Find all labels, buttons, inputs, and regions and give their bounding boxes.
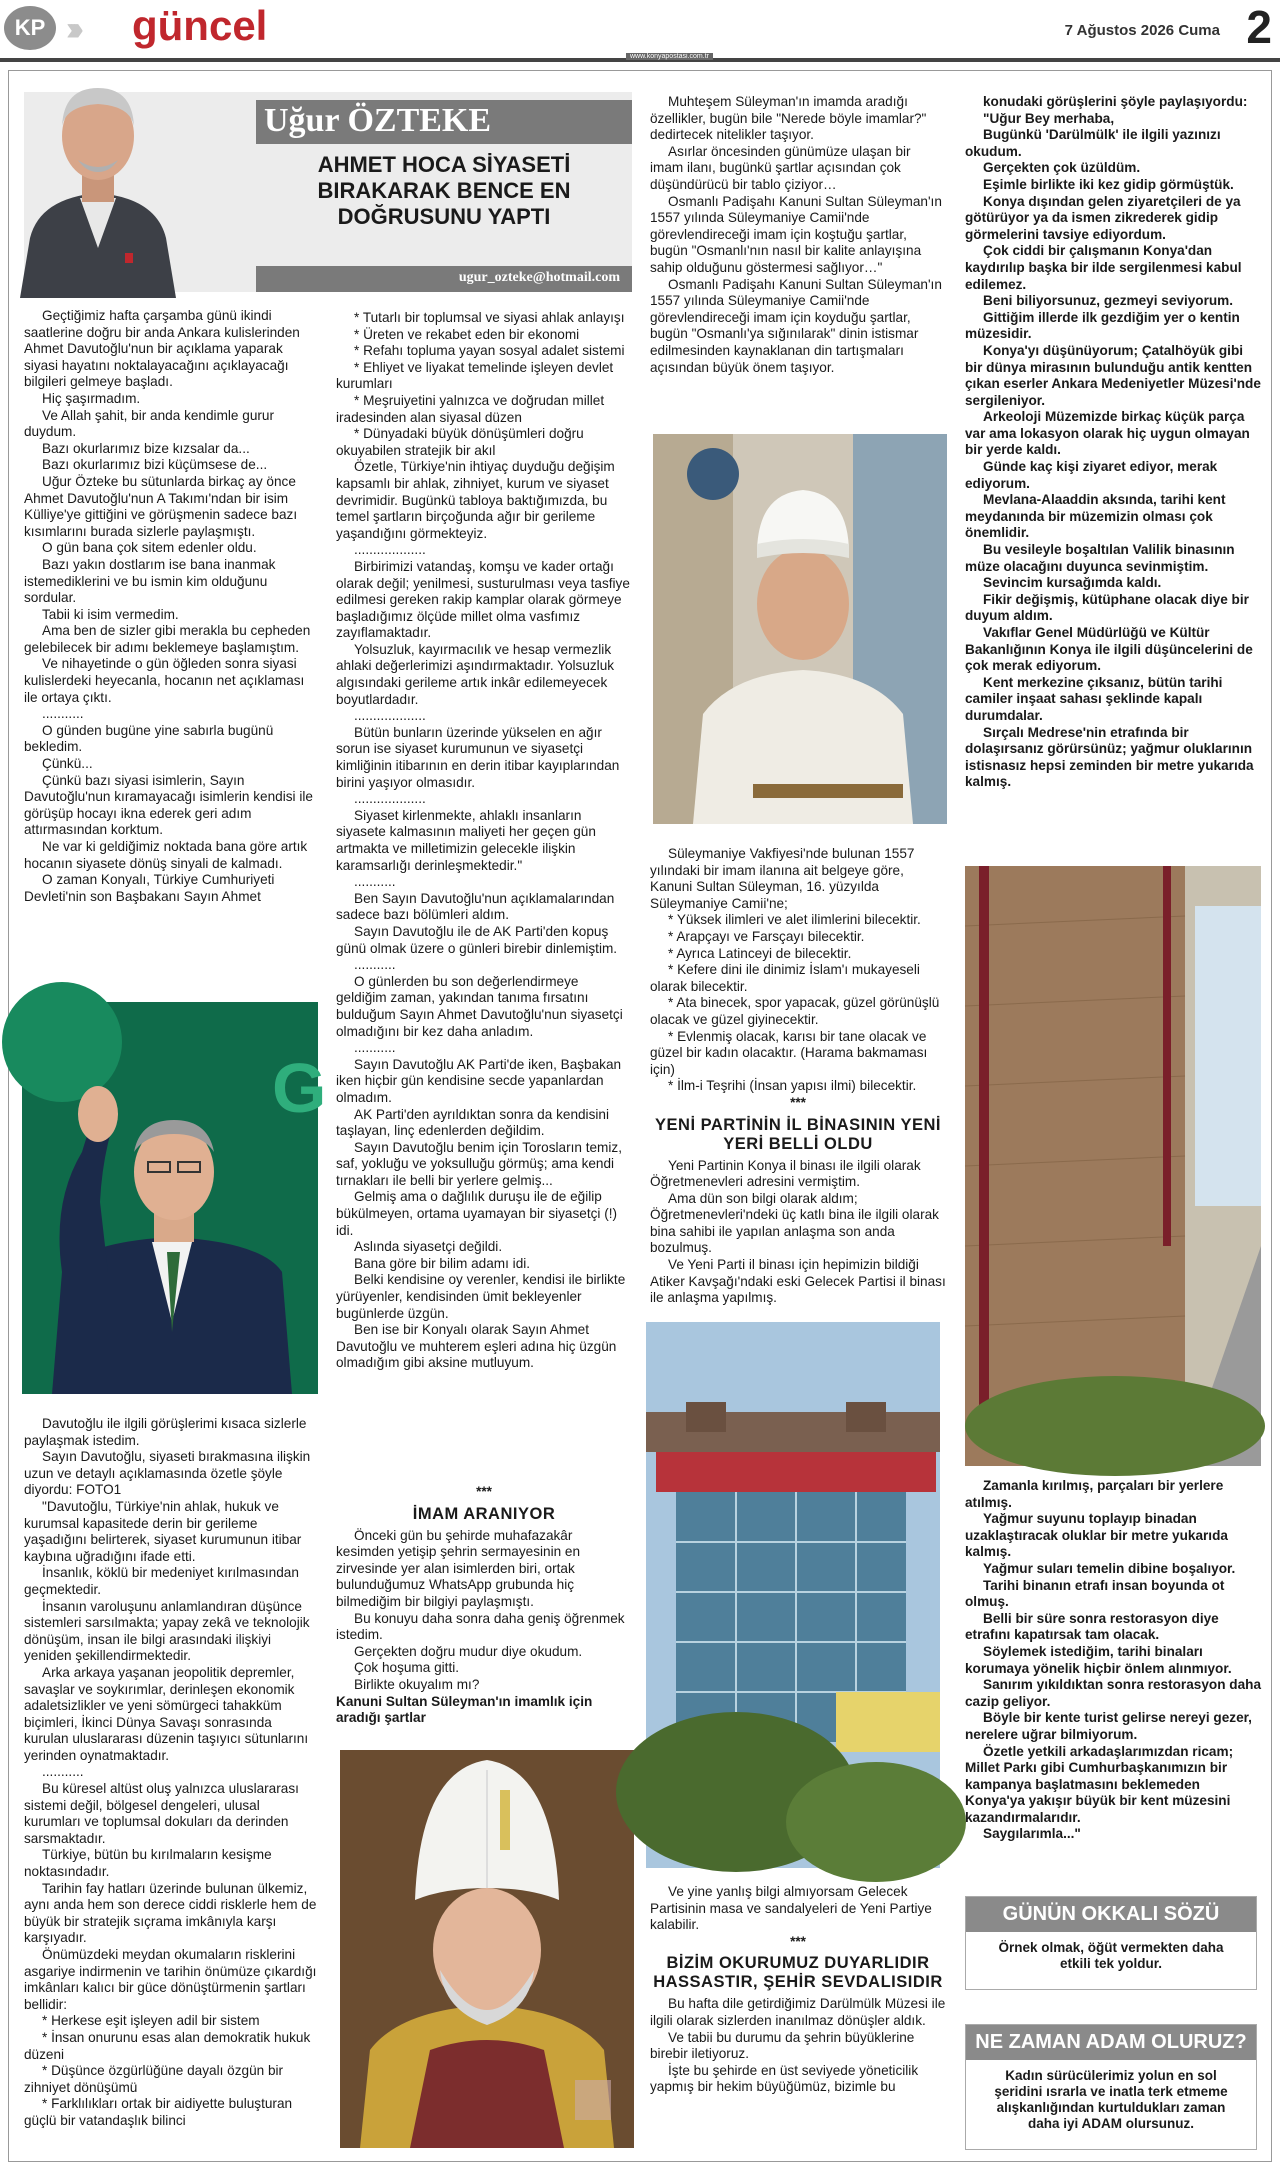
madrasa-wall-photo xyxy=(965,866,1261,1466)
paragraph: Belli bir süre sonra restorasyon diye etrafını kapatırsak tam olacak. xyxy=(965,1610,1219,1643)
author-email: ugur_ozteke@hotmail.com xyxy=(256,266,632,292)
paragraph: Yağmur suyunu toplayıp binadan uzaklaştıracak oluklar bir metre yukarıda kalmış. xyxy=(965,1511,1228,1560)
paragraph: ........... xyxy=(354,874,396,890)
paragraph: Önümüzdeki meydan okumaların risklerini asgariye indirmenin ve tarihin önümüze çıkardığı imkânları kalıcı bir güce dönüştürmenin şartları bellidir: xyxy=(24,1947,317,2012)
bold-lead: Kanuni Sultan Süleyman'ın imamlık için aradığı şartlar xyxy=(336,1693,593,1726)
paragraph: Bugünkü 'Darülmülk' ile ilgili yazınızı okudum. xyxy=(965,127,1221,159)
paragraph: Sayın Davutoğlu AK Parti'de iken, Başbakan iken hiçbir gün kendisine secde yapanlardan olmadım. xyxy=(336,1056,622,1105)
paragraph: "Davutoğlu, Türkiye'nin ahlak, hukuk ve kurumsal kapasitede derin bir gerileme yaşadığını belirterek, siyaset kurumunun itibar kaybına uğradığını ifade etti. xyxy=(24,1498,302,1564)
paragraph: Aslında siyasetçi değildi. xyxy=(354,1239,503,1255)
section-heading-readers: BİZİM OKURUMUZ DUYARLIDIR HASSASTIR, ŞEHİR SEVDALISIDIR xyxy=(653,1954,943,1992)
column-4-bottom xyxy=(965,1478,1263,1873)
paragraph: Bu konuyu daha sonra daha geniş öğrenmek istedim. xyxy=(336,1610,625,1643)
paragraph: O günlerden bu son değerlendirmeye geldiğim zaman, yakından tanıma fırsatını bulduğum Sayın Ahmet Davutoğlu'nun siyasetçi olmadığını bir kez daha anladım. xyxy=(336,973,623,1039)
paragraph: Özetle yetkili arkadaşlarımızdan ricam; Millet Parkı gibi Cumhurbaşkanımızın bir kampanya başlatmasını beklemeden Konya'ya yakışır büyük bir kent müzesini kazandırmalarıdır. xyxy=(965,1743,1234,1825)
paragraph: * Kefere dini ile dinimiz İslam'ı mukayeseli olarak bilecektir. xyxy=(650,962,920,994)
paragraph: Türkiye, bütün bu kırılmaların kesişme noktasındadır. xyxy=(24,1847,272,1880)
paragraph: Tabii ki isim vermedim. xyxy=(42,606,179,622)
paragraph: Uğur Özteke bu sütunlarda birkaç ay önce Ahmet Davutoğlu'nun A Takımı'ndan bir isim Külliye'ye gittiğini ve görüşmenin sadece bazı kısımlarını burada sizlerle paylaşmıştı. xyxy=(24,473,298,539)
paragraph: Sevincim kursağımda kaldı. xyxy=(983,575,1162,591)
paragraph: Ama dün son bilgi olarak aldım; Öğretmenevleri'ndeki üç katlı bina ile ilgili olarak bina sahibi ile yapılan anlaşma son anda bozulmuş. xyxy=(650,1190,939,1256)
paragraph: Yağmur suları temelin dibine boşalıyor. xyxy=(983,1560,1236,1576)
author-photo xyxy=(0,48,196,298)
paragraph: Sırçalı Medrese'nin etrafında bir dolaşırsanız görürsünüz; yağmur oluklarının istisnasız hepsi zeminden bir metre yukarıda kalmış. xyxy=(965,724,1254,790)
paragraph: Gelmiş ama o dağlılık duruşu ile de eğilip bükülmeyen, ortama uyamayan bir siyasetçi (!) idi. xyxy=(336,1189,618,1238)
section-heading-imam: İMAM ARANIYOR xyxy=(412,1504,556,1523)
paragraph: * İlm-i Teşrihi (İnsan yapısı ilmi) bilecektir. xyxy=(668,1078,917,1094)
paragraph: Osmanlı Padişahı Kanuni Sultan Süleyman'ın 1557 yılında Süleymaniye Camii'nde görevlendireceği imam için koştuğu şartlar, bugün "Osmanlı'nın nasıl bir kalite anlayışına sahip olduğunu göstermesi sağlıyor…" xyxy=(650,193,942,275)
column-2-top xyxy=(336,310,632,1480)
party-building-photo xyxy=(646,1322,940,1868)
page-number: 2 xyxy=(1246,1,1272,53)
paragraph: Yolsuzluk, kayırmacılık ve hesap vermezlik ahlaki değerlerimizi aşındırmaktadır. Yolsuzluk algısındaki gerileme artık inkâr edilemeyecek boyutlardadır. xyxy=(336,641,615,707)
paragraph: Ne var ki geldiğimiz noktada bana göre artık hocanın siyasete dönüş sinyali de kalmadı. xyxy=(24,839,308,871)
paragraph: * Ehliyet ve liyakat temelinde işleyen devlet kurumları xyxy=(336,359,614,392)
quote-of-day-box xyxy=(965,1896,1257,1990)
paragraph: Günde kaç kişi ziyaret ediyor, merak ediyorum. xyxy=(965,459,1218,491)
issue-date: 7 Ağustos 2026 Cuma xyxy=(1064,22,1220,39)
paragraph: Davutoğlu ile ilgili görüşlerimi kısaca sizlerle paylaşmak istedim. xyxy=(24,1416,307,1448)
paragraph: Ve nihayetinde o gün öğleden sonra siyasi kulislerdeki heyecanla, hocanın net açıklaması ile ortaya çıktı. xyxy=(24,656,305,705)
website-label: www.konyapostasi.com.tr xyxy=(626,53,713,60)
paragraph: Siyaset kirlenmekte, ahlaklı insanların siyasete kalmasının maliyeti her geçen gün artmakta ve milletimizin gelecekle ilişkin karamsarlığı derinleşmektedir." xyxy=(336,807,596,873)
suleyman-portrait xyxy=(340,1750,634,2148)
paragraph: * Farklılıkları ortak bir aidiyette buluşturan güçlü bir vatandaşlık bilinci xyxy=(24,2096,293,2128)
paragraph: Belki kendisine oy verenler, kendisi ile birlikte yürüyenler, kendisinden ümit bekleyenler bugünlerde üzgün. xyxy=(336,1272,626,1321)
paragraph: Yeni Partinin Konya il binası ile ilgili olarak Öğretmenevleri adresini vermiştim. xyxy=(650,1157,921,1190)
paragraph: "Uğur Bey merhaba, xyxy=(983,110,1115,126)
paragraph: Gerçekten çok üzüldüm. xyxy=(983,160,1141,176)
paragraph: * Arapçayı ve Farsçayı bilecektir. xyxy=(668,928,865,944)
paragraph: Ve tabii bu durumu da şehrin büyüklerine birebir iletiyoruz. xyxy=(650,2029,915,2062)
paragraph: * Tutarlı bir toplumsal ve siyasi ahlak anlayışı xyxy=(354,310,625,325)
paragraph: ........... xyxy=(354,1040,396,1056)
paragraph: Ve Allah şahit, bir anda kendimle gurur duydum. xyxy=(24,407,274,440)
imam-photo xyxy=(653,434,947,824)
column-4-top xyxy=(965,94,1263,840)
quote-of-day-title: GÜNÜN OKKALI SÖZÜ xyxy=(966,1897,1256,1932)
paragraph: Böyle bir kente turist gelirse nereyi gezer, nerelere uğrar bilmiyorum. xyxy=(965,1710,1252,1742)
paragraph: Çünkü bazı siyasi isimlerin, Sayın Davutoğlu'nun kıramayacağı isimlerin kendisi ile görüşüp hocayı ikna ederek geri adım attırmasından korktum. xyxy=(24,772,313,838)
paragraph: * Herkese eşit işleyen adil bir sistem xyxy=(42,2013,260,2029)
paragraph: O gün bana çok sitem edenler oldu. xyxy=(42,540,257,556)
paragraph: Bu hafta dile getirdiğimiz Darülmülk Müzesi ile ilgili olarak sizlerden inanılmaz dönüşler aldık. xyxy=(650,1996,946,2028)
paragraph: Vakıflar Genel Müdürlüğü ve Kültür Bakanlığının Konya ile ilgili düşüncelerini de çok merak ediyorum. xyxy=(965,625,1253,674)
paragraph: * Ata binecek, spor yapacak, güzel görünüşlü olacak ve güzel giyinecektir. xyxy=(650,995,940,1027)
paragraph: Çünkü... xyxy=(42,756,93,772)
davutoglu-photo xyxy=(22,1002,327,1394)
column-1-bottom xyxy=(24,1416,320,2156)
paragraph: Çok hoşuma gitti. xyxy=(354,1660,460,1676)
paragraph: * Ayrıca Latinceyi de bilecektir. xyxy=(668,945,852,961)
paragraph: Çok ciddi bir çalışmanın Konya'dan kaydırılıp başka bir ilde sergilenmesi kabul edilemez. xyxy=(965,243,1242,292)
paragraph: Osmanlı Padişahı Kanuni Sultan Süleyman'ın 1557 yılında Süleymaniye Camii'nde görevlendireceği imam için koyduğu şartlar, bugün "Osmanlı'ya sığınılarak" dinin istismar edilmesinden kaynaklanan din tartışmaları açısından büyük önem taşıyor. xyxy=(650,276,942,375)
paragraph: Kent merkezine çıksanız, bütün tarihi camiler inşaat sahası şeklinde kapalı durumdalar. xyxy=(965,674,1223,723)
paragraph: O zaman Konyalı, Türkiye Cumhuriyeti Devleti'nin son Başbakanı Sayın Ahmet xyxy=(24,872,275,904)
paragraph: * Refahı topluma yayan sosyal adalet sistemi xyxy=(354,343,625,359)
paragraph: Ve yine yanlış bilgi almıyorsam Gelecek Partisinin masa ve sandalyeleri de Yeni Partiye kalabilir. xyxy=(650,1884,932,1933)
column-3-top xyxy=(650,94,946,424)
paragraph: Bu vesileyle boşaltılan Valilik binasının müze olacağını duyunca sevinmiştim. xyxy=(965,542,1235,574)
paragraph: Beni biliyorsunuz, gezmeyi seviyorum. xyxy=(983,293,1234,309)
paragraph: Ama ben de sizler gibi merakla bu cepheden gelebilecek bir adımı beklemeye başlamıştım. xyxy=(24,623,311,655)
paragraph: * Yüksek ilimleri ve alet ilimlerini bilecektir. xyxy=(668,912,921,928)
paragraph: ........... xyxy=(42,1764,84,1780)
paragraph: Konya'yı düşünüyorum; Çatalhöyük gibi bir dünya mirasının bulunduğu antik kentten çıkan eserler Ankara Medeniyetler Müzesi'nde sergileniyor. xyxy=(965,342,1261,408)
paragraph: Geçtiğimiz hafta çarşamba günü ikindi saatlerine doğru bir anda Ankara kulislerinden Ahmet Davutoğlu'nun bir açıklama yaparak siyasi hayatını noktalayacağını açıklayacağı bilgileri gelmeye başladı. xyxy=(24,308,300,390)
paragraph: Bana göre bir bilim adamı idi. xyxy=(354,1255,531,1271)
paragraph: Sanırım yıkıldıktan sonra restorasyon daha cazip geliyor. xyxy=(965,1677,1262,1709)
paragraph: Mevlana-Alaaddin aksında, tarihi kent meydanında bir müzemizin olması çok önemlidir. xyxy=(965,492,1226,541)
paragraph: Süleymaniye Vakfiyesi'nde bulunan 1557 yılındaki bir imam ilanına ait belgeye göre, Kanuni Sultan Süleyman, 16. yüzyılda Süleymaniye Camii'ne; xyxy=(650,846,915,911)
separator-stars: *** xyxy=(790,1094,806,1110)
paragraph: İnsanın varoluşunu anlamlandıran düşünce sistemleri sarsılmakta; yapay zekâ ve teknolojik dönüşüm, insan ile bilgi arasındaki ilişkiyi yeniden şekillendirmektedir. xyxy=(24,1598,310,1664)
section-heading-party: YENİ PARTİNİN İL BİNASININ YENİ YERİ BELLİ OLDU xyxy=(655,1115,941,1153)
paragraph: Gerçekten doğru mudur diye okudum. xyxy=(354,1643,583,1659)
paragraph: Bazı okurlarımız bize kızsalar da... xyxy=(42,440,250,456)
article-headline: AHMET HOCA SİYASETİ BIRAKARAK BENCE EN DOĞRUSUNU YAPTI xyxy=(317,152,571,229)
paragraph: Muhteşem Süleyman'ın imamda aradığı özellikler, bugün bile "Nerede böyle imamlar?" dedirtecek nitelikler taşıyor. xyxy=(650,94,927,143)
paragraph: Bütün bunların üzerinde yükselen en ağır sorun ise siyaset kurumunun ve siyasetçi kimliğinin itibarının en derin itibar kayıplarından birini yaşıyor olmasıdır. xyxy=(336,724,620,790)
paragraph: Birbirimizi vatandaş, komşu ve kader ortağı olarak değil; yenilmesi, susturulması veya tasfiye edilmesi gereken rakip kamplar olarak görmeye başladığımız ölçüde millet olma vasfımız zayıflamaktadır. xyxy=(336,558,630,641)
paragraph: Bu küresel altüst oluş yalnızca uluslararası sistemi değil, bölgesel dengeleri, ulusal kurumları ve toplumsal dokuları da derinden sarsmaktadır. xyxy=(24,1781,299,1846)
paragraph: Ben ise bir Konyalı olarak Sayın Ahmet Davutoğlu ve muhterem eşleri adına hiç üzgün olmadığım gibi aksine mutluyum. xyxy=(336,1322,617,1371)
paragraph: ........... xyxy=(42,706,84,722)
paragraph: O günden bugüne yine sabırla bugünü bekledim. xyxy=(24,722,274,755)
when-box xyxy=(965,2024,1257,2150)
quote-of-day-text: Örnek olmak, öğüt vermekten daha etkili tek yoldur. xyxy=(998,1940,1224,1971)
paragraph: Eşimle birlikte iki kez gidip görmüştük. xyxy=(983,176,1234,192)
paragraph: Arka arkaya yaşanan jeopolitik depremler, savaşlar ve soykırımlar, derinleşen ekonomik adaletsizlikler ve yeni sömürgeci tahakküm biçimleri, İkinci Dünya Savaşı sonrasında kurulan uluslararası düzenin taşıyıcı sütunlarını yerinden oynatmaktadır. xyxy=(24,1664,309,1763)
column-2-mid xyxy=(336,1484,632,1754)
paragraph: Önceki gün bu şehirde muhafazakâr kesimden yetişip şehrin sermayesinin en zirvesinde yer alan isimlerden biri, ortak bulunduğumuz WhatsApp grubunda hiç bilmediğim bir bilgiyi paylaşmıştı. xyxy=(336,1527,581,1609)
paragraph: * Düşünce özgürlüğüne dayalı özgün bir zihniyet dönüşümü xyxy=(24,2063,284,2095)
paragraph: İşte bu şehirde en üst seviyede yöneticilik yapmış bir hekim büyüğümüz, bizimle bu xyxy=(650,2062,919,2095)
paragraph: ................... xyxy=(354,708,426,724)
paragraph: Bazı yakın dostlarım ise bana inanmak istemediklerini ve bu ismin kim olduğunu sordular. xyxy=(24,556,276,606)
paragraph: Arkeoloji Müzemizde birkaç küçük parça var ama lokasyon olarak hiç uygun olmayan bir yerde kaldı. xyxy=(965,409,1250,458)
paragraph: Sayın Davutoğlu, siyaseti bırakmasına ilişkin uzun ve detaylı açıklamasında özetle şöyle diyordu: FOTO1 xyxy=(24,1449,311,1498)
chevron-right-icon: ››› xyxy=(66,10,76,48)
paragraph: Gittiğim illerde ilk gezdiğim yer o kentin müzesidir. xyxy=(965,309,1240,342)
when-title: NE ZAMAN ADAM OLURUZ? xyxy=(966,2025,1256,2060)
paragraph: * Meşruiyetini yalnızca ve doğrudan millet iradesinden alan siyasal düzen xyxy=(336,392,605,425)
paragraph: AK Parti'den ayrıldıktan sonra da kendisini taşlayan, linç edenlerden değildim. xyxy=(336,1106,609,1139)
author-name: Uğur ÖZTEKE xyxy=(256,100,632,144)
paragraph: İnsanlık, köklü bir medeniyet kırılmasından geçmektedir. xyxy=(24,1565,299,1597)
paragraph: Zamanla kırılmış, parçaları bir yerlere atılmış. xyxy=(965,1478,1224,1510)
paragraph: ................... xyxy=(354,542,426,558)
section-title: güncel xyxy=(132,2,268,49)
newspaper-logo: KP xyxy=(4,6,56,50)
paragraph: Ve Yeni Parti il binası için hepimizin bildiği Atiker Kavşağı'ndaki eski Gelecek Partisi il binası ile anlaşma yapılmış. xyxy=(650,1257,946,1306)
paragraph: Ben Sayın Davutoğlu'nun açıklamalarından sadece bazı bölümleri aldım. xyxy=(336,890,615,923)
paragraph: Sayın Davutoğlu ile de AK Parti'den kopuş günü olmak üzere o günleri birebir dinlemiştim. xyxy=(336,923,618,956)
paragraph: Sayın Davutoğlu benim için Torosların temiz, saf, yokluğu ve yoksulluğu görmüş; ama kendi tırnakları ile belli bir yerlere gelmiş... xyxy=(336,1139,622,1188)
paragraph: ................... xyxy=(354,791,426,807)
paragraph: * Evlenmiş olacak, karısı bir tane olacak ve güzel bir kadın olacaktır. (Harama bakmaması için) xyxy=(650,1028,928,1077)
paragraph: Fikir değişmiş, kütüphane olacak diye bir duyum aldım. xyxy=(965,591,1249,624)
paragraph: Bazı okurlarımız bizi küçümsese de... xyxy=(42,457,268,473)
paragraph: * İnsan onurunu esas alan demokratik hukuk düzeni xyxy=(24,2029,311,2062)
paragraph: ........... xyxy=(354,957,396,973)
paragraph: Hiç şaşırmadım. xyxy=(42,390,141,406)
paragraph: Söylemek istediğim, tarihi binaları korumaya yönelik hiçbir önlem alınmıyor. xyxy=(965,1643,1232,1676)
paragraph: Tarihi binanın etrafı insan boyunda ot olmuş. xyxy=(965,1577,1225,1610)
paragraph: Özetle, Türkiye'nin ihtiyaç duyduğu değişim kapsamlı bir ahlak, zihniyet, kurum ve siyaset devrimidir. Bugünkü tabloya baktığımızda, bu temel şartların birçoğunda ağır bir gerileme yaşandığını görmekteyiz. xyxy=(336,459,615,541)
column-3-bottom xyxy=(650,1884,946,2156)
column-1-top xyxy=(24,308,320,978)
paragraph: Konya dışından gelen ziyaretçileri de ya götürüyor ya da ismen zikrederek gidip görmelerini tavsiye ediyordum. xyxy=(965,193,1241,242)
paragraph: Birlikte okuyalım mı? xyxy=(354,1676,480,1692)
paragraph: * Üreten ve rekabet eden bir ekonomi xyxy=(354,326,580,342)
separator-stars: *** xyxy=(476,1484,492,1499)
paragraph: konudaki görüşlerini şöyle paylaşıyordu: xyxy=(983,94,1248,109)
paragraph: Asırlar öncesinden günümüze ulaşan bir imam ilanı, bugünkü şartlar açısından çok düşündürücü bir tablo çiziyor… xyxy=(650,143,911,192)
column-3-mid xyxy=(650,846,946,1316)
paragraph: Saygılarımla..." xyxy=(983,1826,1081,1842)
separator-stars: *** xyxy=(790,1933,806,1949)
party-logo-letter: G xyxy=(272,1049,327,1127)
when-text: Kadın sürücülerimiz yolun en sol şeridini ısrarla ve inatla terk etmeme alışkanlığından kurtuldukları zaman daha iyi ADAM olursunuz. xyxy=(994,2068,1228,2131)
paragraph: Tarihin fay hatları üzerinde bulunan ülkemiz, aynı anda hem son derece ciddi risklerle hem de büyük bir stratejik sıçrama imkânıyla karşı karşıyadır. xyxy=(24,1880,317,1946)
paragraph: * Dünyadaki büyük dönüşümleri doğru okuyabilen stratejik bir akıl xyxy=(336,426,584,458)
